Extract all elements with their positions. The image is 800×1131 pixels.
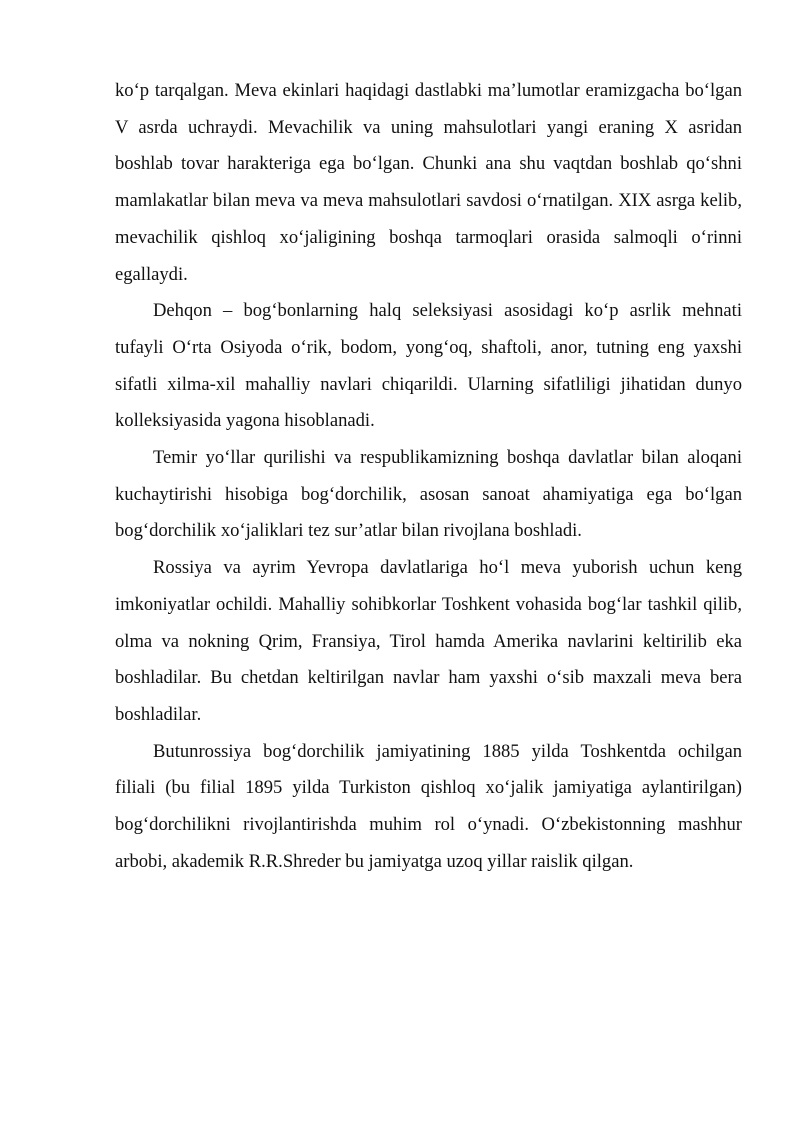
paragraph-temir-yollar: Temir yo‘llar qurilishi va respublikamizning boshqa davlatlar bilan aloqani kuchaytirishi hisobiga bog‘dorchilik, asosan sanoat ahamiyatiga ega bo‘lgan bog‘dorchilik xo‘jaliklari tez sur’atlar bilan rivojlana boshladi. (115, 447, 742, 542)
paragraph-rossiya: Rossiya va ayrim Yevropa davlatlariga ho‘l meva yuborish uchun keng imkoniyatlar ochildi. Mahalliy sohibkorlar Toshkent vohasida bog‘lar tashkil qilib, olma va nokning Qrim, Fransiya, Tirol hamda Amerika navlarini keltirilib eka boshladilar. Bu chetdan keltirilgan navlar ham yaxshi o‘sib maxzali meva bera boshladilar. (115, 557, 742, 725)
document-page (115, 73, 742, 880)
paragraph-dehqon: Dehqon – bog‘bonlarning halq seleksiyasi asosidagi ko‘p asrlik mehnati tufayli O‘rta Osiyoda o‘rik, bodom, yong‘oq, shaftoli, anor, tutning eng yaxshi sifatli xilma-xil mahalliy navlari chiqarildi. Ularning sifatliligi jihatidan dunyo kolleksiyasida yagona hisoblanadi. (115, 300, 742, 432)
paragraph-continuation: ko‘p tarqalgan. Meva ekinlari haqidagi dastlabki ma’lumotlar eramizgacha bo‘lgan V asrda uchraydi. Mevachilik va uning mahsulotlari yangi eraning X asridan boshlab tovar harakteriga ega bo‘lgan. Chunki ana shu vaqtdan boshlab qo‘shni mamlakatlar bilan meva va meva mahsulotlari savdosi o‘rnatilgan. XIX asrga kelib, mevachilik qishloq xo‘jaligining boshqa tarmoqlari orasida salmoqli o‘rinni egallaydi. (115, 80, 742, 285)
paragraph-butunrossiya: Butunrossiya bog‘dorchilik jamiyatining 1885 yilda Toshkentda ochilgan filiali (bu filial 1895 yilda Turkiston qishloq xo‘jalik jamiyatiga aylantirilgan) bog‘dorchilikni rivojlantirishda muhim rol o‘ynadi. O‘zbekistonning mashhur arbobi, akademik R.R.Shreder bu jamiyatga uzoq yillar raislik qilgan. (115, 740, 742, 872)
